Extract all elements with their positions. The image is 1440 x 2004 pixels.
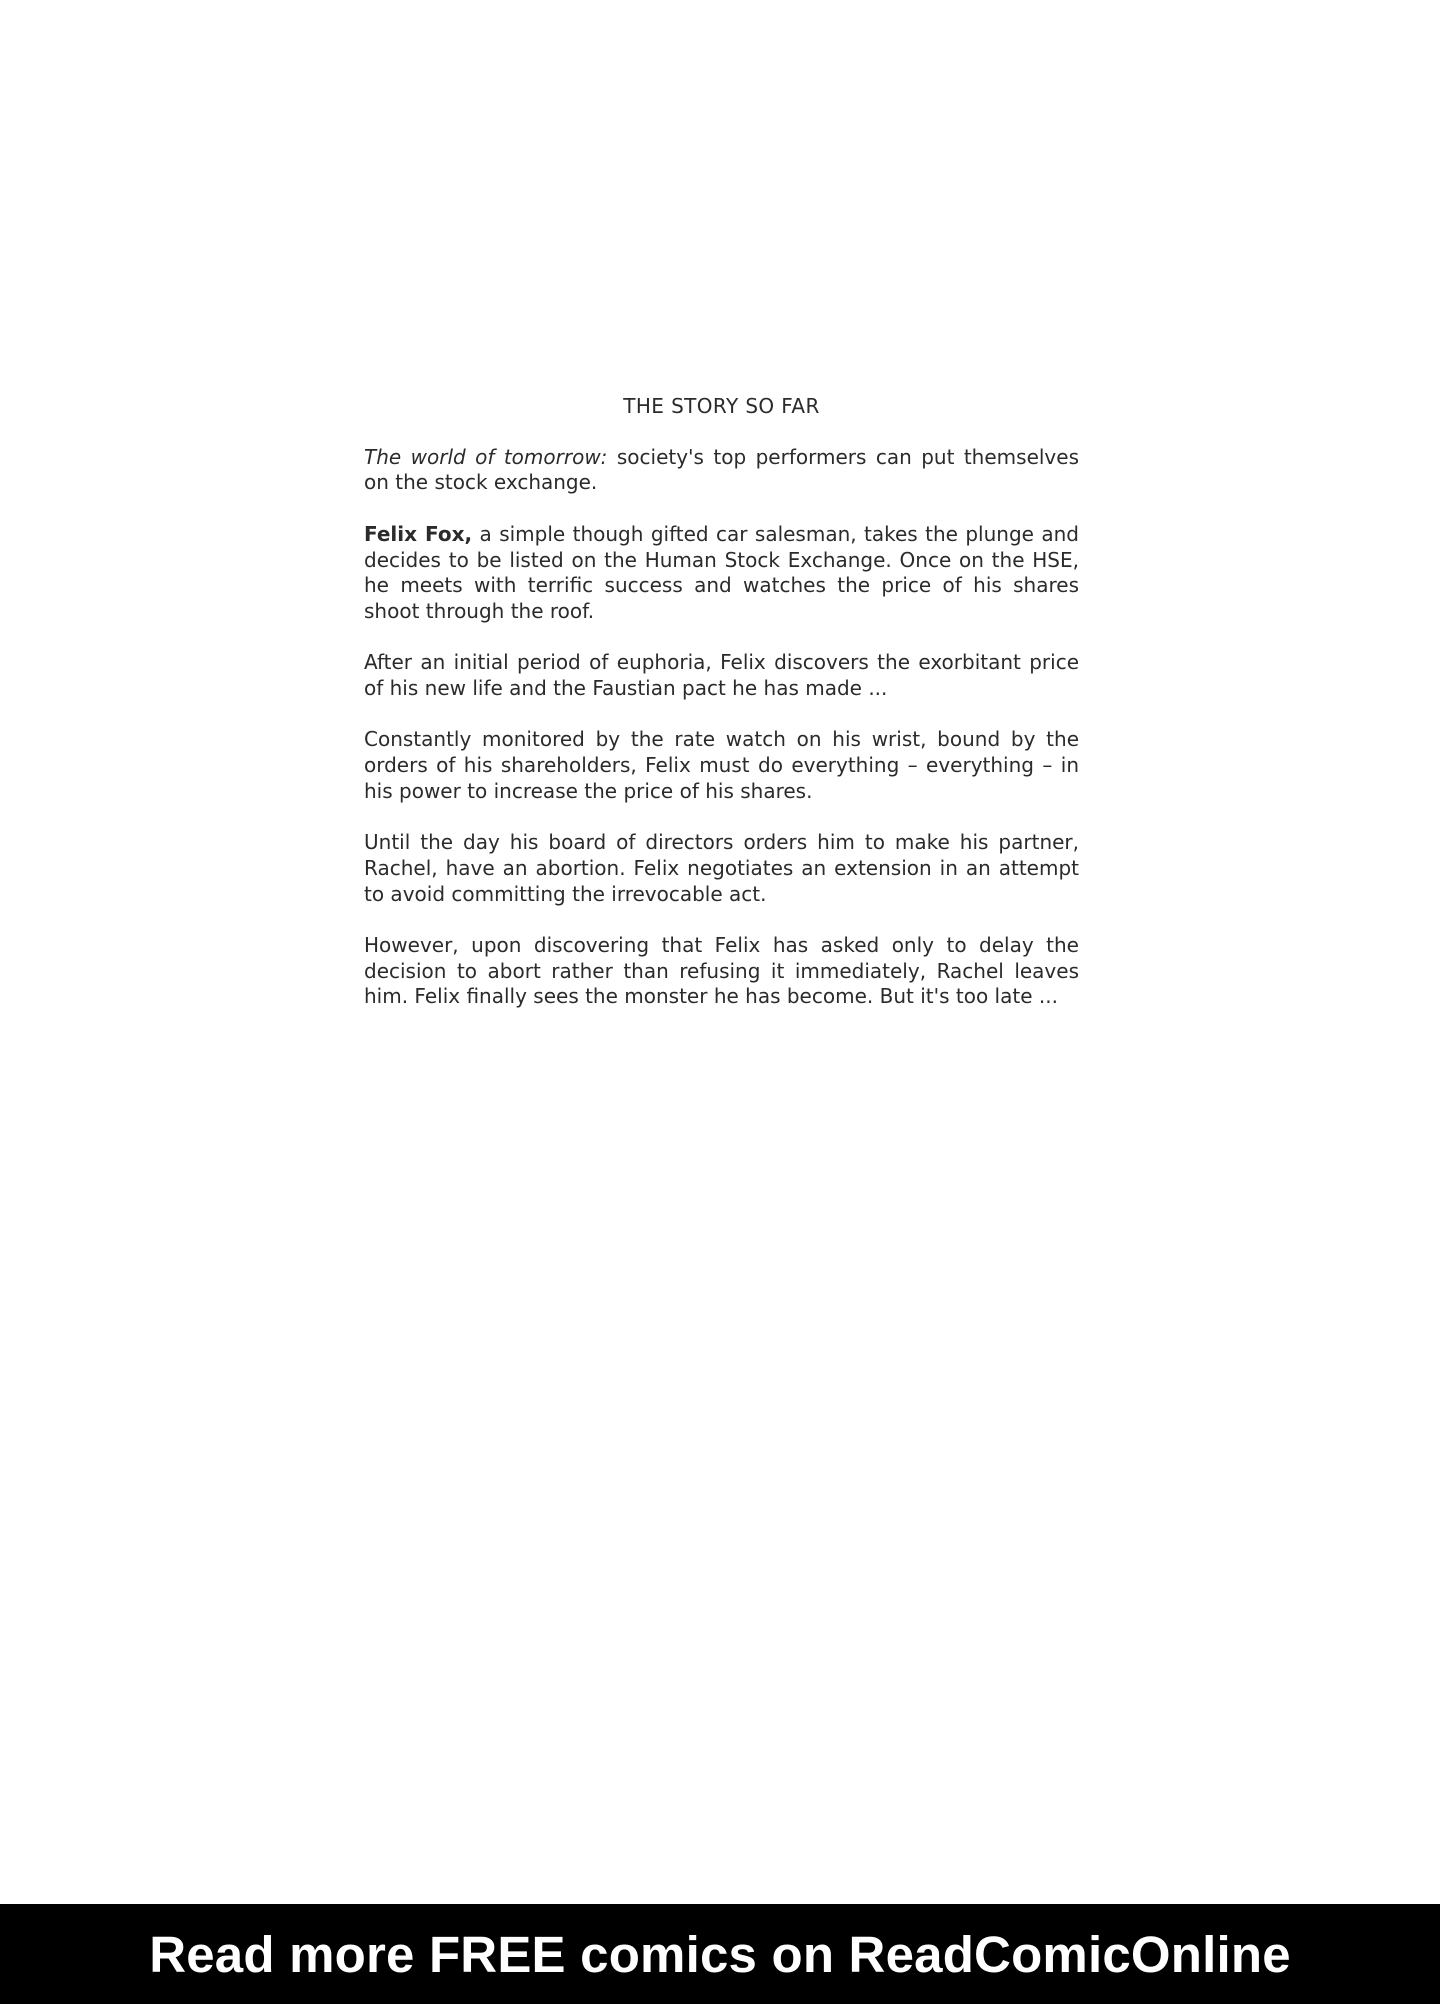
- story-so-far-block: [364, 394, 1079, 1036]
- story-paragraph-1-lead: The world of tomorrow:: [364, 444, 608, 469]
- promo-banner[interactable]: [0, 1904, 1440, 2004]
- story-paragraph-2-text: a simple though gifted car salesman, takes the plunge and decides to be listed on the Human Stock Exchange. Once on the HSE, he meets with terrific success and watches the price of his shares shoot through the roof.: [364, 521, 1079, 623]
- story-paragraph-6: However, upon discovering that Felix has asked only to delay the decision to abort rather than refusing it immediately, Rachel leaves him. Felix finally sees the monster he has become. But it's too late ...: [364, 932, 1079, 1009]
- story-paragraph-3: After an initial period of euphoria, Felix discovers the exorbitant price of his new life and the Faustian pact he has made ...: [364, 650, 1079, 700]
- story-paragraph-4: Constantly monitored by the rate watch on his wrist, bound by the orders of his shareholders, Felix must do everything – everything – in his power to increase the price of his shares.: [364, 727, 1079, 803]
- story-paragraph-2: [364, 522, 1079, 625]
- story-title: THE STORY SO FAR: [623, 394, 820, 418]
- story-paragraph-1-text: society's top performers can put themselves on the stock exchange.: [364, 444, 1079, 495]
- promo-banner-text[interactable]: Read more FREE comics on ReadComicOnline: [149, 1925, 1291, 1983]
- story-paragraph-1: [364, 445, 1079, 496]
- story-paragraph-5: Until the day his board of directors orders him to make his partner, Rachel, have an abortion. Felix negotiates an extension in an attempt to avoid committing the irrevocable act.: [364, 830, 1079, 906]
- story-paragraph-2-lead: Felix Fox,: [364, 521, 473, 546]
